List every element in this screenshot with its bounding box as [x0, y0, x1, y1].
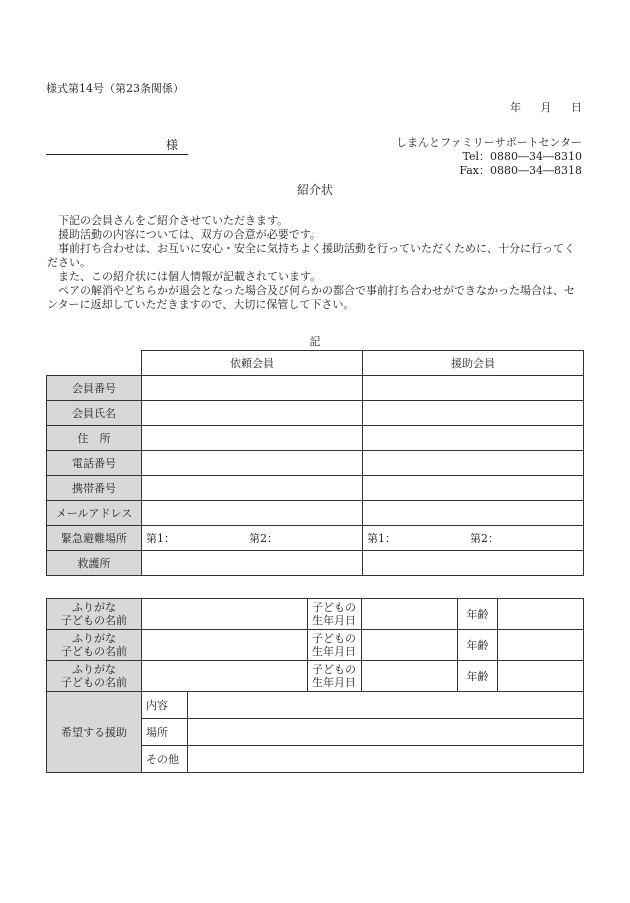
table-row: [47, 351, 584, 376]
requesting-field[interactable]: [142, 451, 363, 476]
ki-heading: 記: [309, 335, 321, 348]
wish-other-field[interactable]: [188, 746, 584, 773]
table-row: [47, 426, 584, 451]
row-label: 会員番号: [47, 376, 142, 401]
body-paragraph: また、この紹介状には個人情報が記載されています。: [58, 270, 322, 283]
requesting-field[interactable]: [142, 501, 363, 526]
age-label: 年齢: [458, 661, 498, 692]
child-name-label: ふりがな 子どもの名前: [47, 599, 142, 630]
child-name-field[interactable]: [142, 661, 308, 692]
date-year: 年: [510, 101, 521, 114]
birthdate-field[interactable]: [362, 599, 458, 630]
evac-second-label: 第2：: [470, 532, 499, 545]
header-supporting: 援助会員: [363, 351, 584, 376]
birthdate-label: 子どもの 生年月日: [308, 630, 362, 661]
row-label: 住 所: [47, 426, 142, 451]
birthdate-label: 子どもの 生年月日: [308, 661, 362, 692]
body-paragraph: 下記の会員さんをご紹介させていただきます。: [58, 214, 289, 227]
wish-place-field[interactable]: [188, 719, 584, 746]
child-table: [46, 598, 584, 773]
table-row: [47, 551, 584, 576]
supporting-field[interactable]: [363, 426, 584, 451]
table-row: [47, 599, 584, 630]
body-paragraph: ペアの解消やどちらかが退会となった場合及び何らかの都合で事前打ち合わせができなかった場合は、センターに返却していただきますので、大切に保管して下さい。: [47, 284, 575, 311]
birthdate-field[interactable]: [362, 661, 458, 692]
age-field[interactable]: [498, 599, 584, 630]
table-row: [47, 376, 584, 401]
supporting-field[interactable]: [363, 451, 584, 476]
child-name-field[interactable]: [142, 630, 308, 661]
requesting-field[interactable]: [142, 551, 363, 576]
table-row: [47, 692, 584, 719]
age-label: 年齢: [458, 630, 498, 661]
table-row: [47, 661, 584, 692]
addressee-suffix: 様: [165, 138, 178, 152]
table-row: [47, 401, 584, 426]
age-label: 年齢: [458, 599, 498, 630]
wish-content-field[interactable]: [188, 692, 584, 719]
evac-first-label: 第1：: [367, 532, 396, 545]
wish-row-label: その他: [142, 746, 188, 773]
table-row: [47, 501, 584, 526]
date-line: [494, 99, 582, 115]
age-field[interactable]: [498, 661, 584, 692]
header-requesting: 依頼会員: [142, 351, 363, 376]
body-paragraph: 事前打ち合わせは、お互いに安心・安全に気持ちよく援助活動を行っていただくために、十分に行ってください。: [47, 242, 575, 269]
supporting-field[interactable]: [363, 476, 584, 501]
requesting-field[interactable]: [142, 476, 363, 501]
body-text: [47, 214, 584, 312]
center-fax: Fax：0880―34―8318: [459, 164, 582, 177]
row-label: 会員氏名: [47, 401, 142, 426]
row-label: 携帯番号: [47, 476, 142, 501]
child-name-label: ふりがな 子どもの名前: [47, 661, 142, 692]
center-tel: Tel：0880―34―8310: [462, 150, 582, 163]
table-row: [47, 451, 584, 476]
evac-second-label: 第2：: [249, 532, 278, 545]
body-paragraph: 援助活動の内容については、双方の合意が必要です。: [58, 228, 321, 241]
evac-first-label: 第1：: [146, 532, 175, 545]
birthdate-field[interactable]: [362, 630, 458, 661]
row-label: 電話番号: [47, 451, 142, 476]
supporting-field[interactable]: [363, 376, 584, 401]
supporting-field[interactable]: [363, 401, 584, 426]
child-name-field[interactable]: [142, 599, 308, 630]
birthdate-label: 子どもの 生年月日: [308, 599, 362, 630]
form-number: 様式第14号（第23条関係）: [46, 82, 184, 95]
age-field[interactable]: [498, 630, 584, 661]
row-label: 救護所: [47, 551, 142, 576]
supporting-field[interactable]: [363, 501, 584, 526]
row-label: 緊急避難場所: [47, 526, 142, 551]
requesting-field[interactable]: [142, 376, 363, 401]
wish-row-label: 内容: [142, 692, 188, 719]
table-row: [47, 526, 584, 551]
blank-cell: [47, 351, 142, 376]
date-month: 月: [540, 101, 552, 114]
center-name: しまんとファミリーサポートセンター: [395, 136, 582, 149]
date-day: 日: [571, 101, 582, 114]
wish-row-label: 場所: [142, 719, 188, 746]
requesting-field[interactable]: [142, 401, 363, 426]
sender-block: [396, 136, 582, 178]
wish-label: 希望する援助: [47, 692, 142, 773]
requesting-field[interactable]: [142, 426, 363, 451]
supporting-field[interactable]: [363, 551, 584, 576]
addressee-line: [46, 136, 188, 155]
child-name-label: ふりがな 子どもの名前: [47, 630, 142, 661]
table-row: [47, 630, 584, 661]
document-title: 紹介状: [296, 183, 333, 197]
table-row: [47, 476, 584, 501]
member-table: [46, 350, 584, 576]
row-label: メールアドレス: [47, 501, 142, 526]
requesting-field[interactable]: [142, 526, 363, 551]
supporting-field[interactable]: [363, 526, 584, 551]
